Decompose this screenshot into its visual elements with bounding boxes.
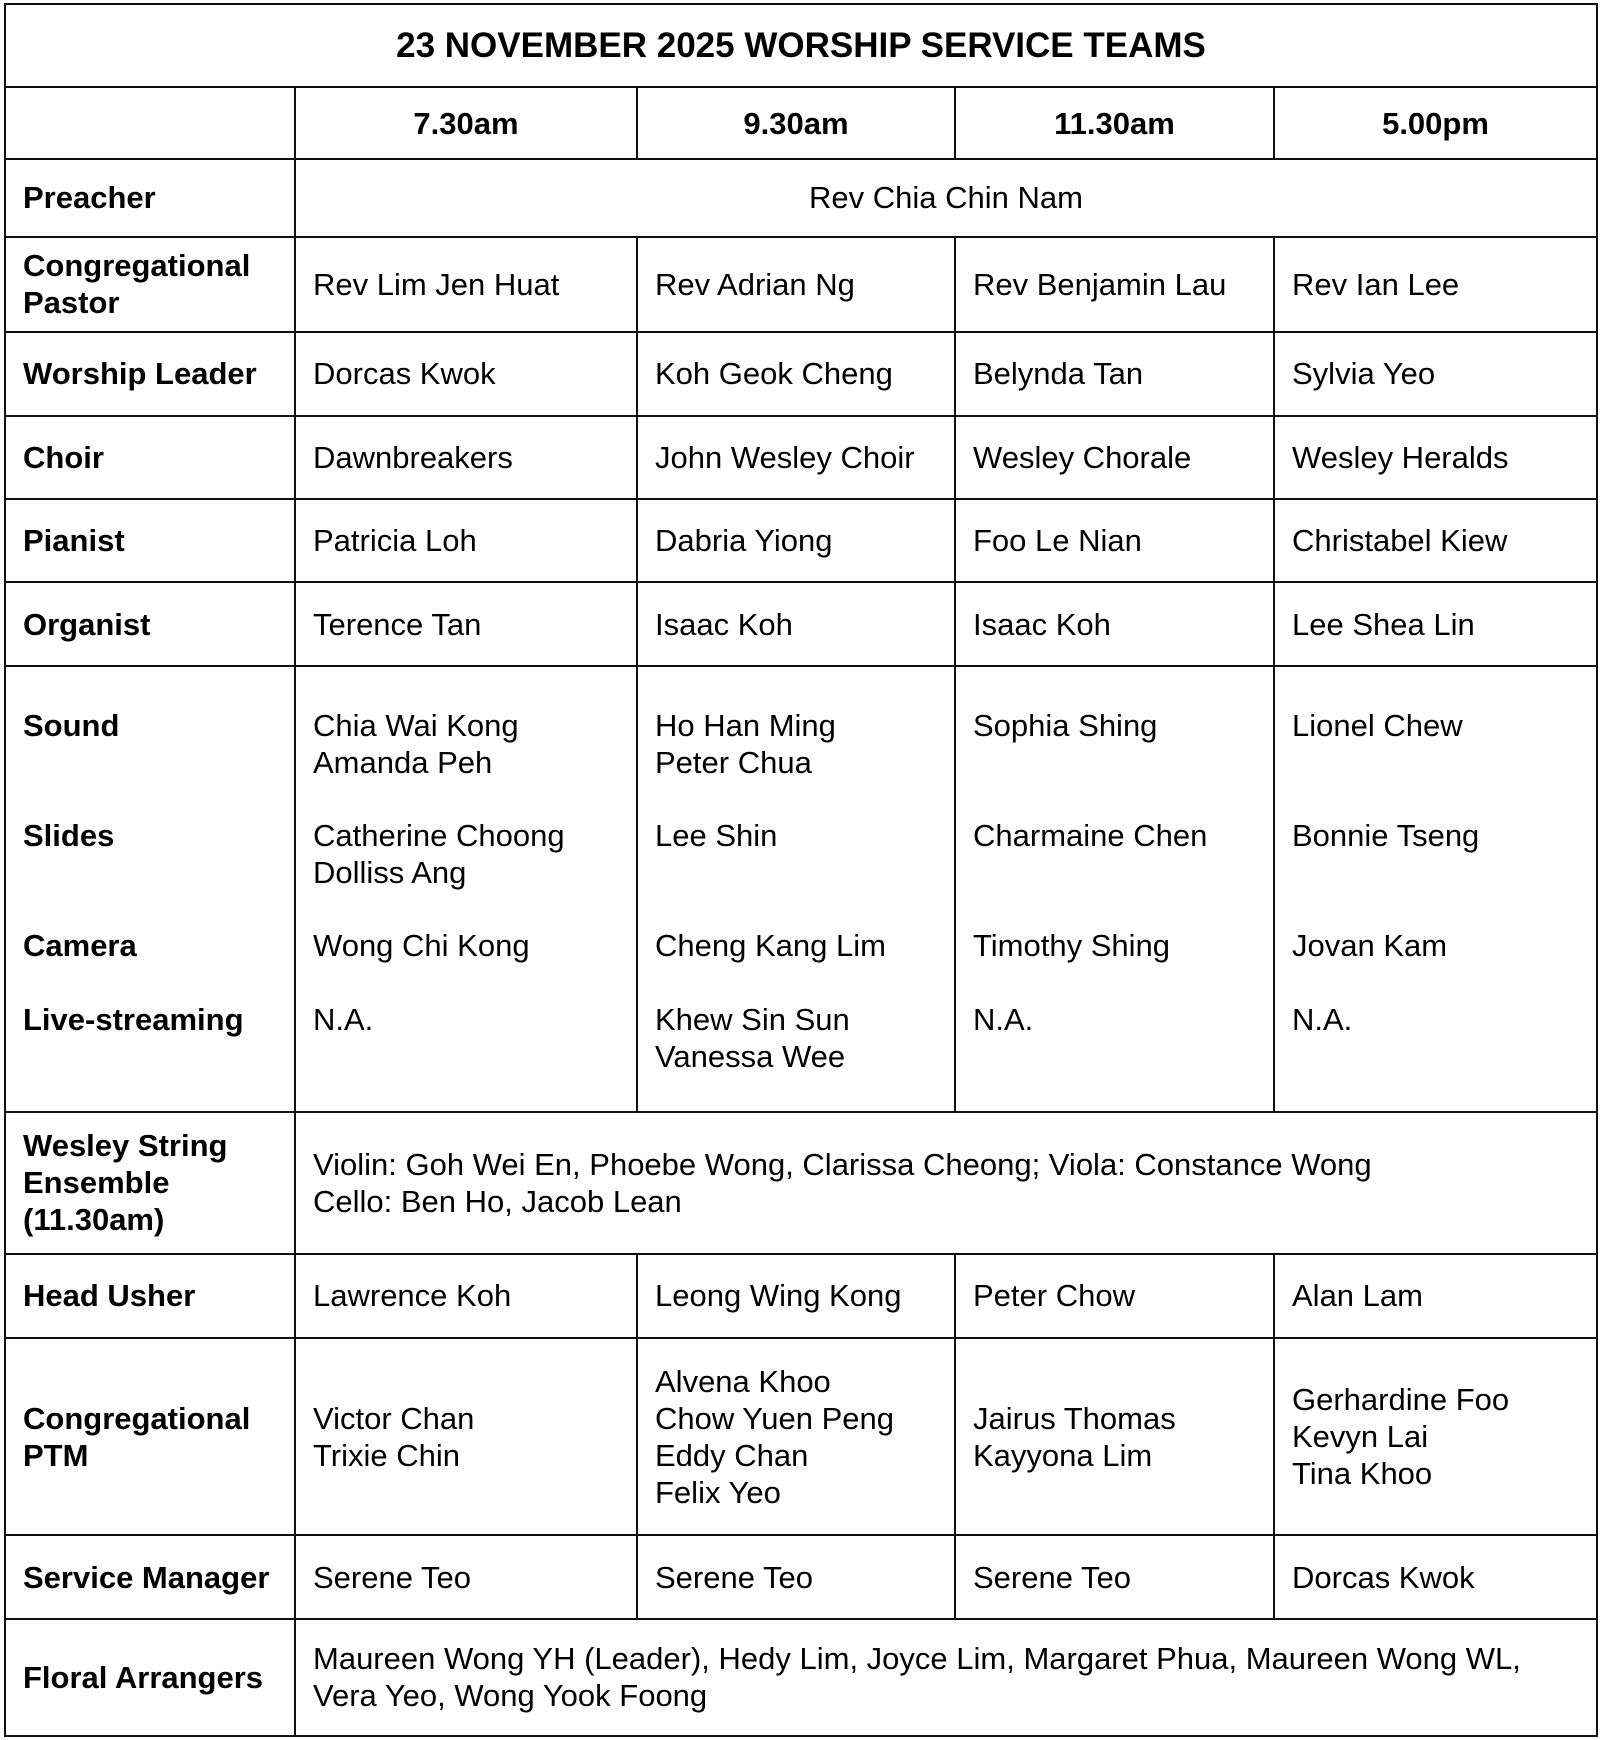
- role-string-ensemble: [5, 1112, 295, 1254]
- choir-1700: Wesley Heralds: [1274, 416, 1597, 499]
- name-line: Jovan Kam: [1292, 928, 1448, 964]
- pianist-1700: Christabel Kiew: [1274, 499, 1597, 582]
- head-usher-1700: Alan Lam: [1274, 1254, 1597, 1338]
- name-line: Timothy Shing: [973, 928, 1170, 964]
- floral-line: Maureen Wong YH (Leader), Hedy Lim, Joyce Lim, Margaret Phua, Maureen Wong WL,: [313, 1641, 1521, 1677]
- row-worship-leader: [5, 332, 1597, 416]
- role-organist: Organist: [5, 582, 295, 666]
- name-line: Tina Khoo: [1292, 1456, 1433, 1492]
- organist-1130: Isaac Koh: [955, 582, 1274, 666]
- worship-leader-0730: Dorcas Kwok: [295, 332, 637, 416]
- tech-1700: [1274, 666, 1597, 1111]
- row-congregational-pastor: [5, 237, 1597, 332]
- live-0730: [313, 1001, 619, 1075]
- pianist-0930: Dabria Yiong: [637, 499, 955, 582]
- pastor-1700: Rev Ian Lee: [1274, 237, 1597, 332]
- role-line: PTM: [23, 1437, 89, 1473]
- camera-1130: [973, 927, 1256, 1001]
- service-time-1: 9.30am: [637, 87, 955, 159]
- name-line: Lee Shin: [655, 818, 778, 854]
- name-line: Trixie Chin: [313, 1437, 460, 1473]
- string-ensemble-members: [295, 1112, 1597, 1254]
- name-line: Cheng Kang Lim: [655, 928, 886, 964]
- name-line: N.A.: [973, 1002, 1034, 1038]
- ensemble-line: Violin: Goh Wei En, Phoebe Wong, Clarissa Cheong; Viola: Constance Wong: [313, 1146, 1372, 1182]
- ptm-0930: [637, 1338, 955, 1535]
- floral-arrangers-members: [295, 1619, 1597, 1736]
- preacher-name: Rev Chia Chin Nam: [295, 159, 1597, 236]
- name-line: Lionel Chew: [1292, 708, 1463, 744]
- sound-1130: [973, 707, 1256, 817]
- tech-1130: [955, 666, 1274, 1111]
- name-line: Kayyona Lim: [973, 1437, 1153, 1473]
- role-line: Ensemble: [23, 1165, 170, 1201]
- role-congregational-ptm: [5, 1338, 295, 1535]
- camera-0730: [313, 927, 619, 1001]
- row-organist: [5, 582, 1597, 666]
- choir-0930: John Wesley Choir: [637, 416, 955, 499]
- role-pianist: Pianist: [5, 499, 295, 582]
- name-line: Alvena Khoo: [655, 1363, 831, 1399]
- row-string-ensemble: [5, 1112, 1597, 1254]
- name-line: Charmaine Chen: [973, 818, 1208, 854]
- sound-0730: [313, 707, 619, 817]
- role-slides: Slides: [23, 818, 115, 854]
- row-head-usher: [5, 1254, 1597, 1338]
- ptm-1700: [1274, 1338, 1597, 1535]
- pianist-0730: Patricia Loh: [295, 499, 637, 582]
- role-line: Pastor: [23, 285, 120, 321]
- role-choir: Choir: [5, 416, 295, 499]
- camera-0930: [655, 927, 937, 1001]
- ensemble-line: Cello: Ben Ho, Jacob Lean: [313, 1183, 682, 1219]
- pastor-1130: Rev Benjamin Lau: [955, 237, 1274, 332]
- worship-leader-1700: Sylvia Yeo: [1274, 332, 1597, 416]
- role-floral-arrangers: Floral Arrangers: [5, 1619, 295, 1736]
- service-time-2: 11.30am: [955, 87, 1274, 159]
- name-line: Kevyn Lai: [1292, 1419, 1429, 1455]
- role-head-usher: Head Usher: [5, 1254, 295, 1338]
- tech-0730: [295, 666, 637, 1111]
- service-time-0: 7.30am: [295, 87, 637, 159]
- row-pianist: [5, 499, 1597, 582]
- role-line: Congregational: [23, 1400, 251, 1436]
- live-1700: [1292, 1001, 1579, 1075]
- name-line: Victor Chan: [313, 1400, 475, 1436]
- role-line: Wesley String: [23, 1128, 228, 1164]
- live-0930: [655, 1001, 937, 1075]
- role-camera: Camera: [23, 928, 137, 964]
- slides-1700: [1292, 817, 1579, 927]
- pastor-0730: Rev Lim Jen Huat: [295, 237, 637, 332]
- sound-0930: [655, 707, 937, 817]
- service-manager-0730: Serene Teo: [295, 1535, 637, 1618]
- head-usher-0930: Leong Wing Kong: [637, 1254, 955, 1338]
- pianist-1130: Foo Le Nian: [955, 499, 1274, 582]
- role-congregational-pastor: [5, 237, 295, 332]
- name-line: N.A.: [1292, 1002, 1353, 1038]
- row-congregational-ptm: [5, 1338, 1597, 1535]
- service-manager-1130: Serene Teo: [955, 1535, 1274, 1618]
- service-manager-0930: Serene Teo: [637, 1535, 955, 1618]
- name-line: Amanda Peh: [313, 745, 493, 781]
- slides-0930: [655, 817, 937, 927]
- role-preacher: Preacher: [5, 159, 295, 236]
- slides-0730: [313, 817, 619, 927]
- name-line: Gerhardine Foo: [1292, 1382, 1510, 1418]
- worship-leader-1130: Belynda Tan: [955, 332, 1274, 416]
- worship-teams-table: [4, 3, 1598, 1737]
- worship-leader-0930: Koh Geok Cheng: [637, 332, 955, 416]
- service-time-3: 5.00pm: [1274, 87, 1597, 159]
- live-1130: [973, 1001, 1256, 1075]
- choir-0730: Dawnbreakers: [295, 416, 637, 499]
- head-usher-0730: Lawrence Koh: [295, 1254, 637, 1338]
- organist-1700: Lee Shea Lin: [1274, 582, 1597, 666]
- row-service-manager: [5, 1535, 1597, 1618]
- row-choir: [5, 416, 1597, 499]
- role-live-streaming: Live-streaming: [23, 1002, 244, 1038]
- choir-1130: Wesley Chorale: [955, 416, 1274, 499]
- role-service-manager: Service Manager: [5, 1535, 295, 1618]
- role-tech-teams: [5, 666, 295, 1111]
- name-line: Peter Chua: [655, 745, 812, 781]
- role-sound: Sound: [23, 708, 120, 744]
- name-line: Khew Sin Sun: [655, 1002, 850, 1038]
- name-line: Vanessa Wee: [655, 1039, 846, 1075]
- name-line: Jairus Thomas: [973, 1400, 1176, 1436]
- head-usher-1130: Peter Chow: [955, 1254, 1274, 1338]
- role-line: (11.30am): [23, 1202, 165, 1238]
- ptm-0730: [295, 1338, 637, 1535]
- pastor-0930: Rev Adrian Ng: [637, 237, 955, 332]
- name-line: Felix Yeo: [655, 1474, 781, 1510]
- name-line: Dolliss Ang: [313, 855, 467, 891]
- title-row: [5, 4, 1597, 87]
- sound-1700: [1292, 707, 1579, 817]
- name-line: Chow Yuen Peng: [655, 1400, 895, 1436]
- name-line: Chia Wai Kong: [313, 708, 519, 744]
- camera-1700: [1292, 927, 1579, 1001]
- name-line: Catherine Choong: [313, 818, 565, 854]
- row-floral-arrangers: [5, 1619, 1597, 1736]
- service-times-row: [5, 87, 1597, 159]
- name-line: Wong Chi Kong: [313, 928, 530, 964]
- role-worship-leader: Worship Leader: [5, 332, 295, 416]
- corner-cell: [5, 87, 295, 159]
- role-line: Congregational: [23, 248, 251, 284]
- organist-0730: Terence Tan: [295, 582, 637, 666]
- name-line: Eddy Chan: [655, 1437, 809, 1473]
- page-title: 23 NOVEMBER 2025 WORSHIP SERVICE TEAMS: [5, 4, 1597, 87]
- organist-0930: Isaac Koh: [637, 582, 955, 666]
- name-line: Sophia Shing: [973, 708, 1158, 744]
- name-line: N.A.: [313, 1002, 374, 1038]
- preacher-row: [5, 159, 1597, 236]
- name-line: Bonnie Tseng: [1292, 818, 1480, 854]
- service-manager-1700: Dorcas Kwok: [1274, 1535, 1597, 1618]
- name-line: Ho Han Ming: [655, 708, 836, 744]
- floral-line: Vera Yeo, Wong Yook Foong: [313, 1678, 708, 1714]
- slides-1130: [973, 817, 1256, 927]
- row-tech-teams: [5, 666, 1597, 1111]
- ptm-1130: [955, 1338, 1274, 1535]
- tech-0930: [637, 666, 955, 1111]
